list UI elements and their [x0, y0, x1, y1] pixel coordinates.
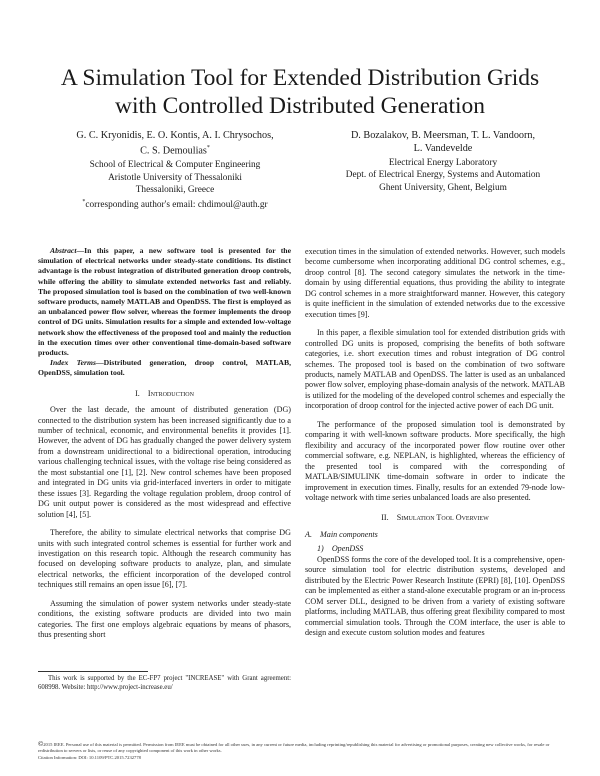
- corresponding-email: corresponding author's email: chdimoul@auth.gr: [85, 200, 268, 211]
- title-line-1: A Simulation Tool for Extended Distribution Grids: [60, 65, 540, 91]
- author-names-right: [318, 129, 568, 155]
- paper-title: [40, 64, 560, 120]
- left-column: [38, 246, 291, 641]
- author-block-left: [40, 129, 310, 212]
- subsection-a-heading: A. Main components: [305, 529, 378, 539]
- author-names-left-line2: C. S. Demoulias: [140, 145, 207, 157]
- intro-paragraph-6: The performance of the proposed simulation tool is demonstrated by comparing it with well-known software products. More specifically, the high flexibility and accuracy of the incorporated power flow routine over other commercial software, e.g. NEPLAN, is highlighted, whereas the efficiency of the presented tool is compared with the corresponding of MATLAB/SIMULINK time-domain software in order to indicate the improvement in execution times. Finally, results for an extended 79-node low-voltage network with time series unbalanced loads are also presented.: [305, 419, 565, 502]
- section-1-heading: I. Introduction: [135, 388, 194, 398]
- affiliation-left-2: Aristotle University of Thessaloniki: [108, 172, 242, 183]
- copyright-text: 2015 IEEE. Personal use of this material is permitted. Permission from IEEE must be obtained for all other uses, in any current or future media, including reprinting/republishing this material for advertising or promotional purposes, creating new collective works, for resale or redistribution to servers or lists, or reuse of any copyrighted component of this work in other works.: [38, 742, 550, 754]
- abstract-text: —In this paper, a new software tool is presented for the simulation of electrical networks under steady-state conditions. Its distinct advantage is the robust integration of distributed generation droop controls, while offering the ability to simulate extended networks fast and reliably. The proposed simulation tool is based on the combination of two well-known software products, namely MATLAB and OpenDSS. The first is employed as an unbalanced power flow solver, whereas the former implements the droop control of DG units. Simulation results for a simple and extended low-voltage network show the effectiveness of the proposed tool and mainly the reduction in the execution times over other conventional time-domain-based software products.: [38, 246, 291, 358]
- affiliation-right-1: Electrical Energy Laboratory: [388, 158, 498, 168]
- intro-paragraph-4: execution times in the simulation of extended networks. However, such models become cumbersome when incorporating additional DG control schemes, e.g., droop control [8]. The second category simulates the network in the time-domain by using differential equations, thus providing the ability to integrate DG control schemes in a more straightforward manner. However, this category is quite inefficient in the simulation of extended networks due to the excessive execution times [9].: [305, 247, 565, 319]
- author-names-right-line1: D. Bozalakov, B. Meersman, T. L. Vandoorn,: [350, 130, 536, 141]
- email-star: *: [82, 199, 86, 206]
- affiliation-right-3: Ghent University, Ghent, Belgium: [379, 182, 507, 193]
- author-names-right-line2: L. Vandevelde: [413, 143, 473, 154]
- intro-paragraph-2: Therefore, the ability to simulate electrical networks that comprise DG units with such integrated control schemes is essential for further work and investigation on this research topic. Although the research community has focused on developing software products to analyze, plan, and simulate electrical networks, the efficient incorporation of the developed control techniques still remains an open issue [6], [7].: [38, 528, 291, 590]
- corresponding-star: *: [206, 145, 210, 151]
- index-terms: [38, 358, 291, 378]
- index-terms-text: —Distributed generation, droop control, MATLAB, OpenDSS, simulation tool.: [38, 358, 291, 378]
- affiliation-left-1: School of Electrical & Computer Engineering: [89, 160, 261, 171]
- intro-paragraph-3: Assuming the simulation of power system networks under steady-state conditions, the existing software products are divided into two main categories. The first one employs algebraic equations by means of phasors, thus presenting short: [38, 598, 291, 640]
- copyright-symbol: ©: [38, 740, 44, 748]
- author-names-left-line1: G. C. Kryonidis, E. O. Kontis, A. I. Chrysochos,: [76, 130, 274, 141]
- affiliation-right-2: Dept. of Electrical Energy, Systems and Automation: [345, 170, 541, 181]
- citation-info: Citation Information: DOI: 10.1109/PTC.2015.7232778: [38, 754, 141, 760]
- author-names-left: [40, 129, 310, 157]
- opendss-paragraph: OpenDSS forms the core of the developed tool. It is a comprehensive, open-source simulation tool for electric distribution systems, developed and distributed by the Electric Power Research Institute (EPRI) [8], [10]. OpenDSS can be implemented as either a stand-alone executable program or an in-process COM server DLL, designed to be driven from a variety of existing software platforms, including MATLAB, thus offering great flexibility compared to most commercial simulation tools. Through the COM interface, the user is able to design and execute custom solution modes and features: [305, 554, 565, 637]
- copyright-notice: [38, 741, 568, 761]
- section-2-heading: II. Simulation Tool Overview: [381, 513, 489, 523]
- index-terms-label: Index Terms: [50, 358, 96, 368]
- author-block-right: [318, 129, 568, 194]
- title-line-2: with Controlled Distributed Generation: [114, 93, 486, 119]
- footnote-rule: [38, 671, 148, 672]
- abstract-label: Abstract: [50, 246, 77, 255]
- subsubsection-1-heading: 1) OpenDSS: [317, 544, 364, 554]
- intro-paragraph-5: In this paper, a flexible simulation tool for extended distribution grids with controlled DG units is proposed, comprising the benefits of both software categories, i.e. short execution times and robust integration of DG control schemes. The proposed tool is based on the combination of two software products, namely MATLAB and OpenDSS. The latter is used as an unbalanced power flow solver, employing phase-domain analysis of the network. MATLAB is utilized for the modeling of the developed control schemes and especially the incorporation of droop control for the injected active power of each DG unit.: [305, 328, 565, 411]
- right-column: [305, 247, 565, 638]
- footnote: This work is supported by the EC-FP7 project "INCREASE" with Grant agreement: 608998. Website: http://www.project-increase.eu/: [38, 675, 291, 692]
- abstract: [38, 246, 291, 358]
- intro-paragraph-1: Over the last decade, the amount of distributed generation (DG) connected to the distribution system has been increased significantly due to a number of technical, economic, and environmental benefits it provides [1]. However, the advent of DG has gradually changed the power delivery system from a downstream unidirectional to a bidirectional operation, introducing various challenging technical issues, with the voltage rise being considered as the most substantial one [1], [2]. New control schemes have been proposed and integrated in DG units via grid-interfaced inverters in order to mitigate these issues [3]. Regarding the voltage regulation problem, droop control of DG unit output power is considered as the most widespread and effective solution [4], [5].: [38, 405, 291, 519]
- affiliation-left-3: Thessaloniki, Greece: [135, 184, 215, 195]
